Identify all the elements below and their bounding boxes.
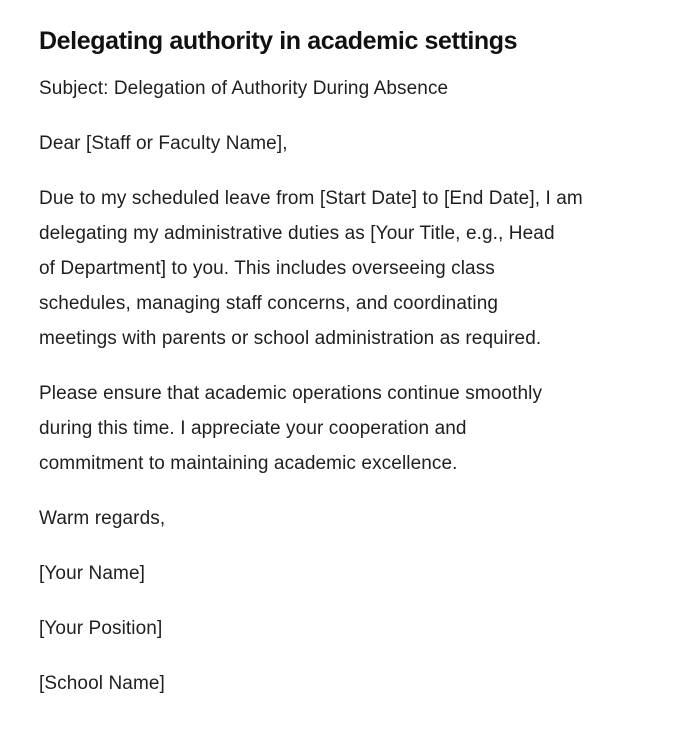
paragraph-line: Due to my scheduled leave from [Start Date] to [End Date], I am: [39, 188, 583, 209]
paragraph-line: commitment to maintaining academic excellence.: [39, 453, 458, 474]
paragraph-line: meetings with parents or school administration as required.: [39, 328, 542, 349]
paragraph: [39, 181, 662, 356]
paragraph: [39, 71, 662, 106]
paragraph-line: [School Name]: [39, 673, 165, 694]
paragraph: [39, 501, 662, 536]
paragraph: [39, 556, 662, 591]
paragraph-line: during this time. I appreciate your cooperation and: [39, 418, 467, 439]
paragraph: [39, 611, 662, 646]
paragraph-line: of Department] to you. This includes overseeing class: [39, 258, 495, 279]
paragraph: [39, 376, 662, 481]
letter-body: [39, 71, 662, 701]
paragraph: [39, 666, 662, 701]
paragraph-line: Dear [Staff or Faculty Name],: [39, 133, 288, 154]
paragraph-line: schedules, managing staff concerns, and coordinating: [39, 293, 499, 314]
page-title: Delegating authority in academic settings: [39, 27, 518, 55]
paragraph-line: Subject: Delegation of Authority During Absence: [39, 78, 449, 99]
paragraph: [39, 126, 662, 161]
paragraph-line: [Your Position]: [39, 618, 163, 639]
paragraph-line: Warm regards,: [39, 508, 166, 529]
paragraph-line: [Your Name]: [39, 563, 146, 584]
paragraph-line: Please ensure that academic operations continue smoothly: [39, 383, 543, 404]
paragraph-line: delegating my administrative duties as [Your Title, e.g., Head: [39, 223, 555, 244]
